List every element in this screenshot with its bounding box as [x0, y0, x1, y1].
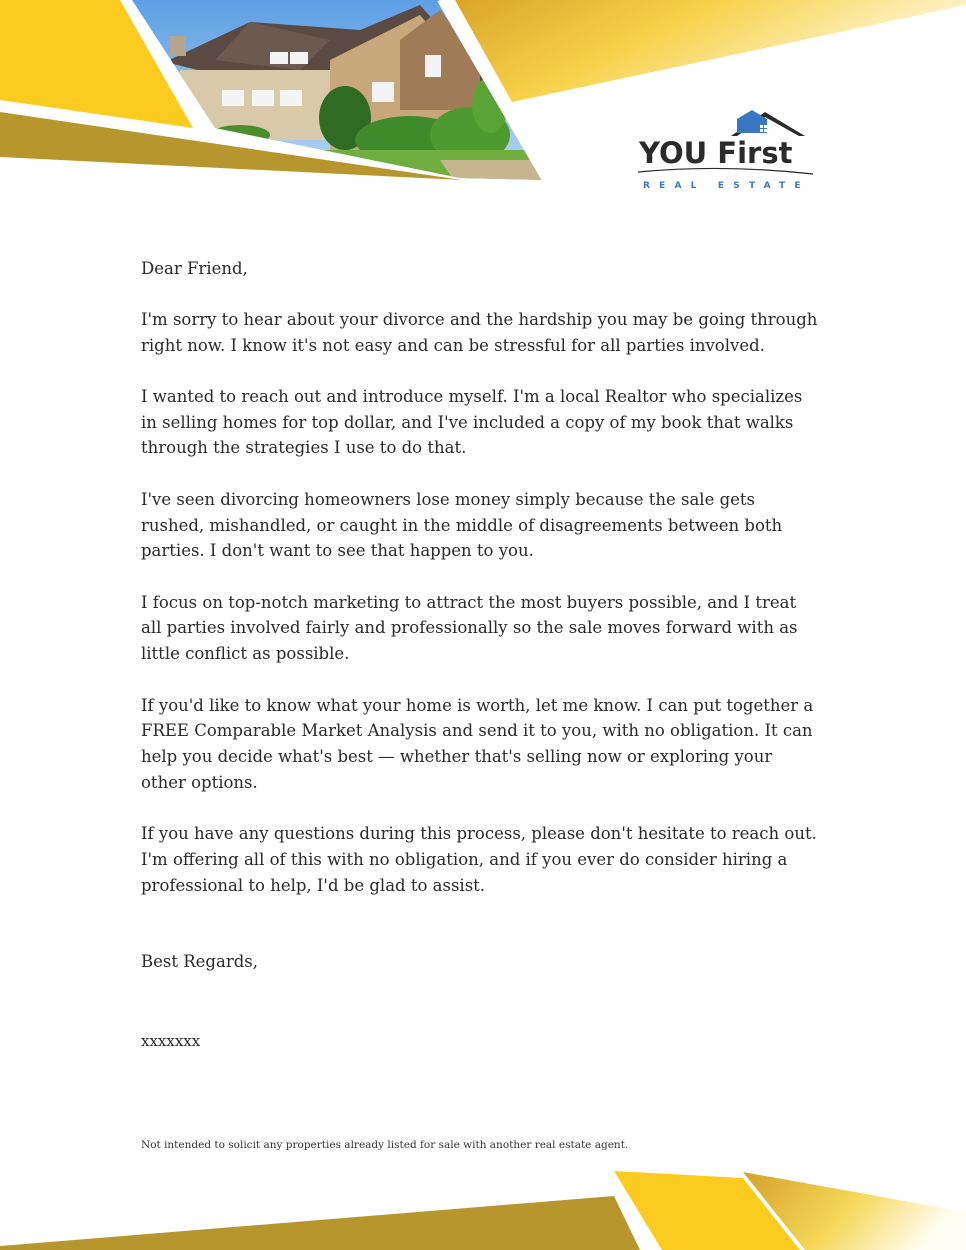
brand-tagline: REAL ESTATE: [643, 181, 810, 191]
footer-disclaimer: Not intended to solicit any properties already listed for sale with another real estate agent.: [141, 1139, 629, 1151]
house-roof-icon: [633, 108, 818, 194]
paragraph: I wanted to reach out and introduce myself. I'm a local Realtor who specializes in selling homes for top dollar, and I've included a copy of my book that walks through the strategies I use to do that.: [141, 386, 803, 458]
paragraph: If you have any questions during this process, please don't hesitate to reach out. I'm offering all of this with no obligation, and if you ever do consider hiring a professional to help, I'd be glad to assist.: [141, 824, 817, 895]
footer-gold-band: [0, 1196, 640, 1250]
paragraph: I'm sorry to hear about your divorce and the hardship you may be going through right now. I know it's not easy and can be stressful for all parties involved.: [141, 309, 818, 355]
paragraph: I've seen divorcing homeowners lose money simply because the sale gets rushed, mishandled, or caught in the middle of disagreements between both parties. I don't want to see that happen to you.: [141, 489, 783, 561]
brand-logo: [633, 108, 818, 194]
closing: Best Regards,: [141, 952, 258, 971]
letter-body: [141, 256, 821, 924]
salutation: Dear Friend,: [141, 259, 248, 278]
paragraph: I focus on top-notch marketing to attract the most buyers possible, and I treat all parties involved fairly and professionally so the sale moves forward with as little conflict as possible.: [141, 592, 798, 664]
signature: xxxxxxx: [141, 1032, 201, 1050]
header-gradient-band: [455, 0, 966, 102]
paragraph: If you'd like to know what your home is worth, let me know. I can put together a FREE Comparable Market Analysis and send it to you, with no obligation. It can help you decide what's best — whether that's selling now or exploring your other options.: [141, 695, 814, 792]
brand-name: YOU First: [639, 136, 793, 170]
